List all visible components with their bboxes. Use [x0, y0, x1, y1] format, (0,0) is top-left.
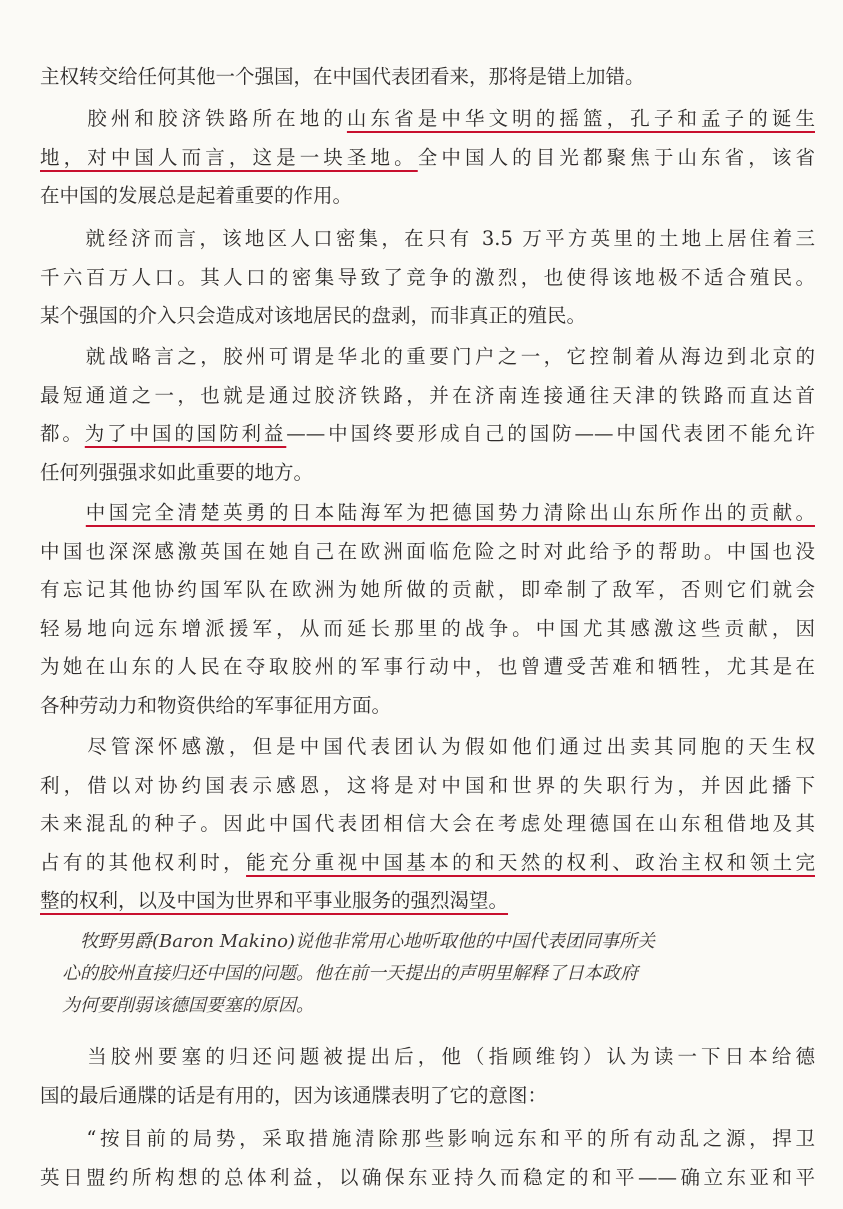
text-line: 某个强国的介入只会造成对该地居民的盘剥，而非真正的殖民。 [40, 304, 587, 327]
text-line: 在中国的发展总是起着重要的作用。 [40, 184, 353, 207]
text-line: 千六百万人口。其人口的密集导致了竞争的激烈，也使得该地极不适合殖民。 [40, 265, 815, 289]
paragraph-ultimatum [40, 1038, 815, 1115]
text-line: 国的最后通牒的话是有用的，因为该通牒表明了它的意图： [40, 1083, 548, 1107]
text-line: 主权转交给任何其他一个强国，在中国代表团看来，那将是错上加错。 [40, 65, 645, 88]
underlined-phrase: 山东省是中华文明的摇篮，孔子和孟子的诞生 [346, 107, 815, 130]
paragraph-economy [40, 220, 815, 336]
note-line: 心的胶州直接归还中国的问题。他在前一天提出的声明里解释了日本政府 [62, 963, 638, 984]
text-line [40, 494, 815, 533]
text-line: 就经济而言，该地区人口密集，在只有 3.5 万平方英里的土地上居住着三 [40, 227, 815, 250]
text-line: 最短通道之一，也就是通过胶济铁路，并在济南连接通往天津的铁路而直达首 [40, 383, 815, 407]
text-line: 胶州和胶济铁路所在地的山东省是中华文明的摇篮，孔子和孟子的诞生 [40, 107, 815, 130]
note-line: 牧野男爵(Baron Makino)说他非常用心地听取他的中国代表团同事所关 [62, 931, 656, 952]
paragraph-shandong [40, 100, 815, 216]
note-line: 为何要削弱该德国要塞的原因。 [62, 995, 314, 1016]
text-line: 轻易地向远东增派援军，从而延长那里的战争。中国尤其感激这些贡献，因 [40, 616, 815, 640]
text-line: 中国也深深感激英国在她自己在欧洲面临危险之时对此给予的帮助。中国也没 [40, 539, 815, 563]
text-line: 就战略言之，胶州可谓是华北的重要门户之一，它控制着从海边到北京的 [40, 345, 815, 368]
underlined-phrase: 地，对中国人而言，这是一块圣地。 [40, 145, 418, 169]
text-line: 各种劳动力和物资供给的军事征用方面。 [40, 693, 392, 717]
text-line: 尽管深怀感激，但是中国代表团认为假如他们通过出卖其同胞的天生权 [40, 735, 815, 758]
text-line: 为她在山东的人民在夺取胶州的军事行动中，也曾遭受苦难和牺牲，尤其是在 [40, 655, 815, 678]
underlined-phrase: 整的权利，以及中国为世界和平事业服务的强烈渴望。 [40, 889, 509, 912]
paragraph-quote [40, 1120, 815, 1197]
text-line: 英日盟约所构想的总体利益，以确保东亚持久而稳定的和平——确立东亚和平 [40, 1165, 815, 1189]
paragraph-gratitude [40, 494, 815, 725]
text-line: “按目前的局势，采取措施清除那些影响远东和平的所有动乱之源，捍卫 [40, 1127, 815, 1150]
underlined-phrase: 能充分重视中国基本的和天然的权利、政治主权和领土完 [246, 850, 815, 874]
paragraph-strategy [40, 338, 815, 492]
text-line: 任何列强强求如此重要的地方。 [40, 460, 314, 484]
text-line [40, 882, 815, 921]
text-line: 占有的其他权利时，能充分重视中国基本的和天然的权利、政治主权和领土完 [40, 850, 815, 874]
text-line: 都。为了中国的国防利益——中国终要形成自己的国防——中国代表团不能允许 [40, 422, 815, 445]
underlined-phrase: 为了中国的国防利益 [84, 422, 287, 445]
text-line: 当胶州要塞的归还问题被提出后，他（指顾维钧）认为读一下日本给德 [40, 1045, 815, 1068]
text-line: 地，对中国人而言，这是一块圣地。全中国人的目光都聚焦于山东省，该省 [40, 145, 815, 169]
text-line: 有忘记其他协约国军队在欧洲为她所做的贡献，即牵制了敌军，否则它们就会 [40, 578, 815, 601]
text-line: 利，借以对协约国表示感恩，这将是对中国和世界的失职行为，并因此播下 [40, 773, 815, 797]
text-line: 未来混乱的种子。因此中国代表团相信大会在考虑处理德国在山东租借地及其 [40, 812, 815, 835]
underlined-phrase: 中国完全清楚英勇的日本陆海军为把德国势力清除出山东所作出的贡献。 [85, 501, 815, 524]
paragraph-intro [40, 58, 815, 97]
note-makino [62, 926, 802, 1022]
paragraph-rights [40, 728, 815, 921]
